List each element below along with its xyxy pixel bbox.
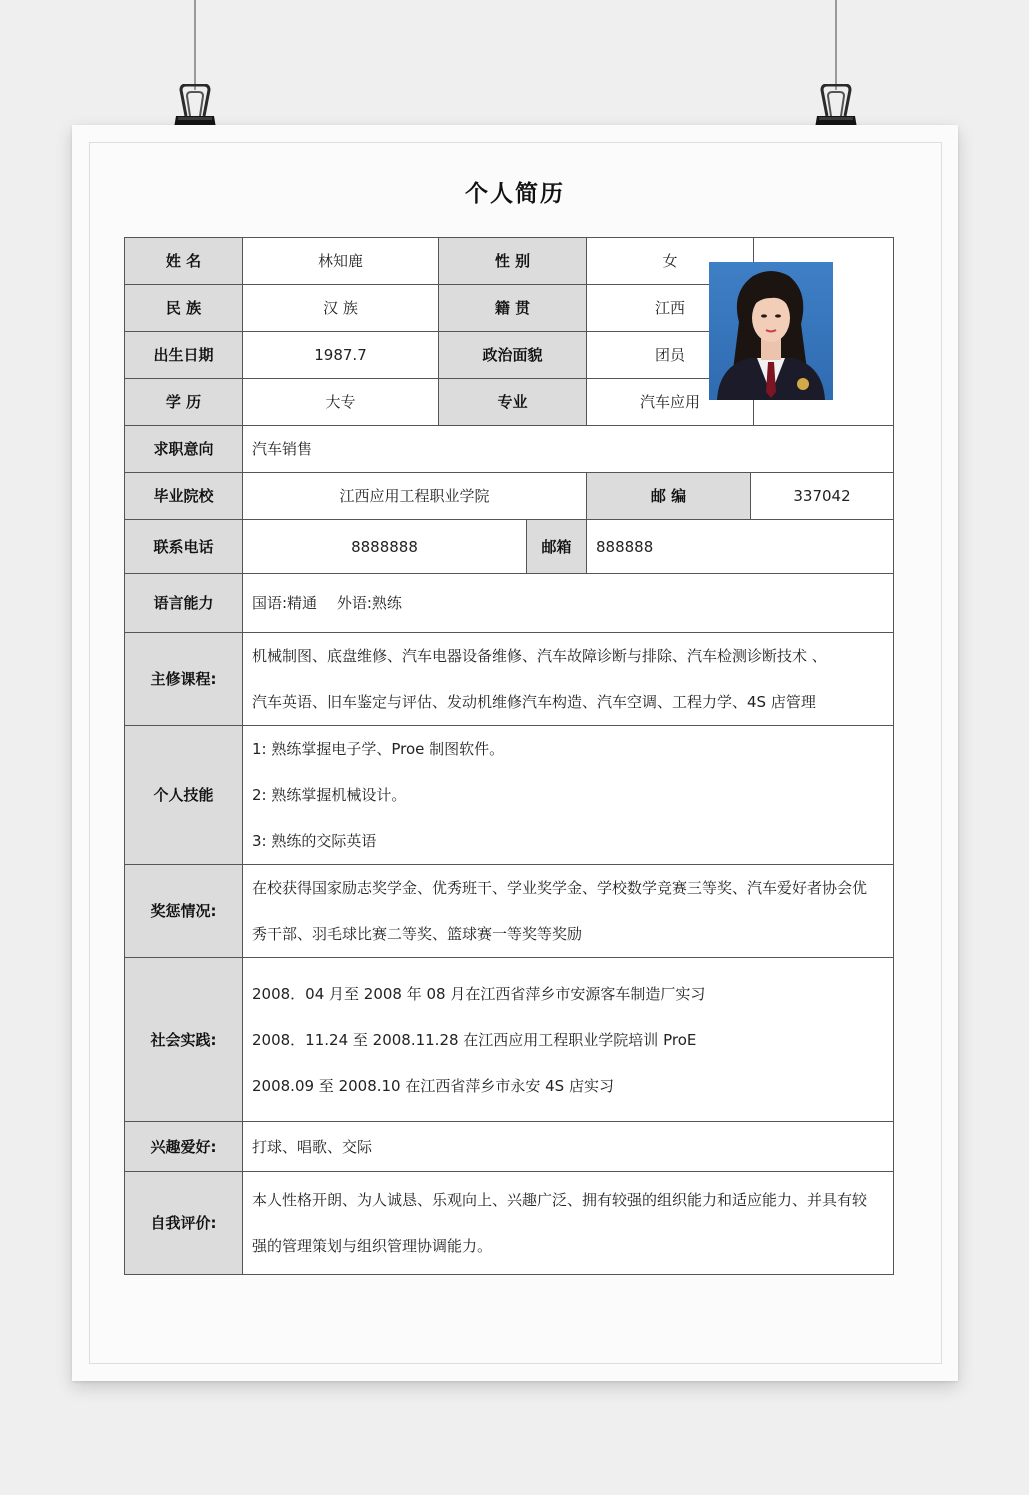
- self-eval-line: 本人性格开朗、为人诚恳、乐观向上、兴趣广泛、拥有较强的组织能力和适应能力、并具有较: [252, 1191, 868, 1209]
- value-postcode: 337042: [750, 472, 894, 520]
- label-gender: 性 别: [438, 237, 587, 285]
- label-postcode: 邮 编: [586, 472, 751, 520]
- self-eval-line: 强的管理策划与组织管理协调能力。: [252, 1237, 493, 1255]
- label-hobbies: 兴趣爱好:: [124, 1121, 243, 1172]
- value-practice: [242, 957, 894, 1122]
- label-email: 邮箱: [526, 519, 587, 574]
- label-phone: 联系电话: [124, 519, 243, 574]
- label-language: 语言能力: [124, 573, 243, 633]
- skill-item: 3: 熟练的交际英语: [252, 832, 377, 850]
- value-self-evaluation: [242, 1171, 894, 1275]
- skill-item: 2: 熟练掌握机械设计。: [252, 786, 407, 804]
- label-job-intent: 求职意向: [124, 425, 243, 473]
- label-education: 学 历: [124, 378, 243, 426]
- label-awards: 奖惩情况:: [124, 864, 243, 958]
- value-email: 888888: [586, 519, 894, 574]
- hanging-wire-right: [835, 0, 837, 90]
- value-birth-date: 1987.7: [242, 331, 439, 379]
- value-language: 国语:精通 外语:熟练: [242, 573, 894, 633]
- label-hometown: 籍 贯: [438, 284, 587, 332]
- value-ethnicity: 汉 族: [242, 284, 439, 332]
- value-skills: [242, 725, 894, 865]
- skill-item: 1: 熟练掌握电子学、Proe 制图软件。: [252, 740, 505, 758]
- value-school: 江西应用工程职业学院: [242, 472, 587, 520]
- value-hobbies: 打球、唱歌、交际: [242, 1121, 894, 1172]
- label-courses: 主修课程:: [124, 632, 243, 726]
- label-birth-date: 出生日期: [124, 331, 243, 379]
- value-education: 大专: [242, 378, 439, 426]
- label-ethnicity: 民 族: [124, 284, 243, 332]
- label-practice: 社会实践:: [124, 957, 243, 1122]
- label-self-evaluation: 自我评价:: [124, 1171, 243, 1275]
- profile-photo: [709, 262, 833, 400]
- resume-sheet: [72, 125, 958, 1381]
- courses-line: 汽车英语、旧车鉴定与评估、发动机维修汽车构造、汽车空调、工程力学、4S 店管理: [252, 693, 816, 711]
- label-name: 姓 名: [124, 237, 243, 285]
- value-hometown: 江西: [586, 284, 754, 332]
- practice-item: 2008．11.24 至 2008.11.28 在江西应用工程职业学院培训 ProE: [252, 1030, 697, 1049]
- label-skills: 个人技能: [124, 725, 243, 865]
- value-job-intent: 汽车销售: [242, 425, 894, 473]
- value-courses: [242, 632, 894, 726]
- value-political-status: 团员: [586, 331, 754, 379]
- value-gender: 女: [586, 237, 754, 285]
- hanging-wire-left: [194, 0, 196, 90]
- awards-line: 秀干部、羽毛球比赛二等奖、篮球赛一等奖等奖励: [252, 925, 583, 943]
- practice-item: 2008.09 至 2008.10 在江西省萍乡市永安 4S 店实习: [252, 1076, 614, 1095]
- resume-title: 个人简历: [465, 181, 565, 207]
- value-phone: 8888888: [242, 519, 527, 574]
- label-major: 专业: [438, 378, 587, 426]
- value-awards: [242, 864, 894, 958]
- courses-line: 机械制图、底盘维修、汽车电器设备维修、汽车故障诊断与排除、汽车检测诊断技术 、: [252, 647, 827, 665]
- label-school: 毕业院校: [124, 472, 243, 520]
- practice-item: 2008．04 月至 2008 年 08 月在江西省萍乡市安源客车制造厂实习: [252, 984, 706, 1003]
- label-political-status: 政治面貌: [438, 331, 587, 379]
- value-major: 汽车应用: [586, 378, 754, 426]
- value-name: 林知鹿: [242, 237, 439, 285]
- awards-line: 在校获得国家励志奖学金、优秀班干、学业奖学金、学校数学竞赛三等奖、汽车爱好者协会优: [252, 879, 868, 897]
